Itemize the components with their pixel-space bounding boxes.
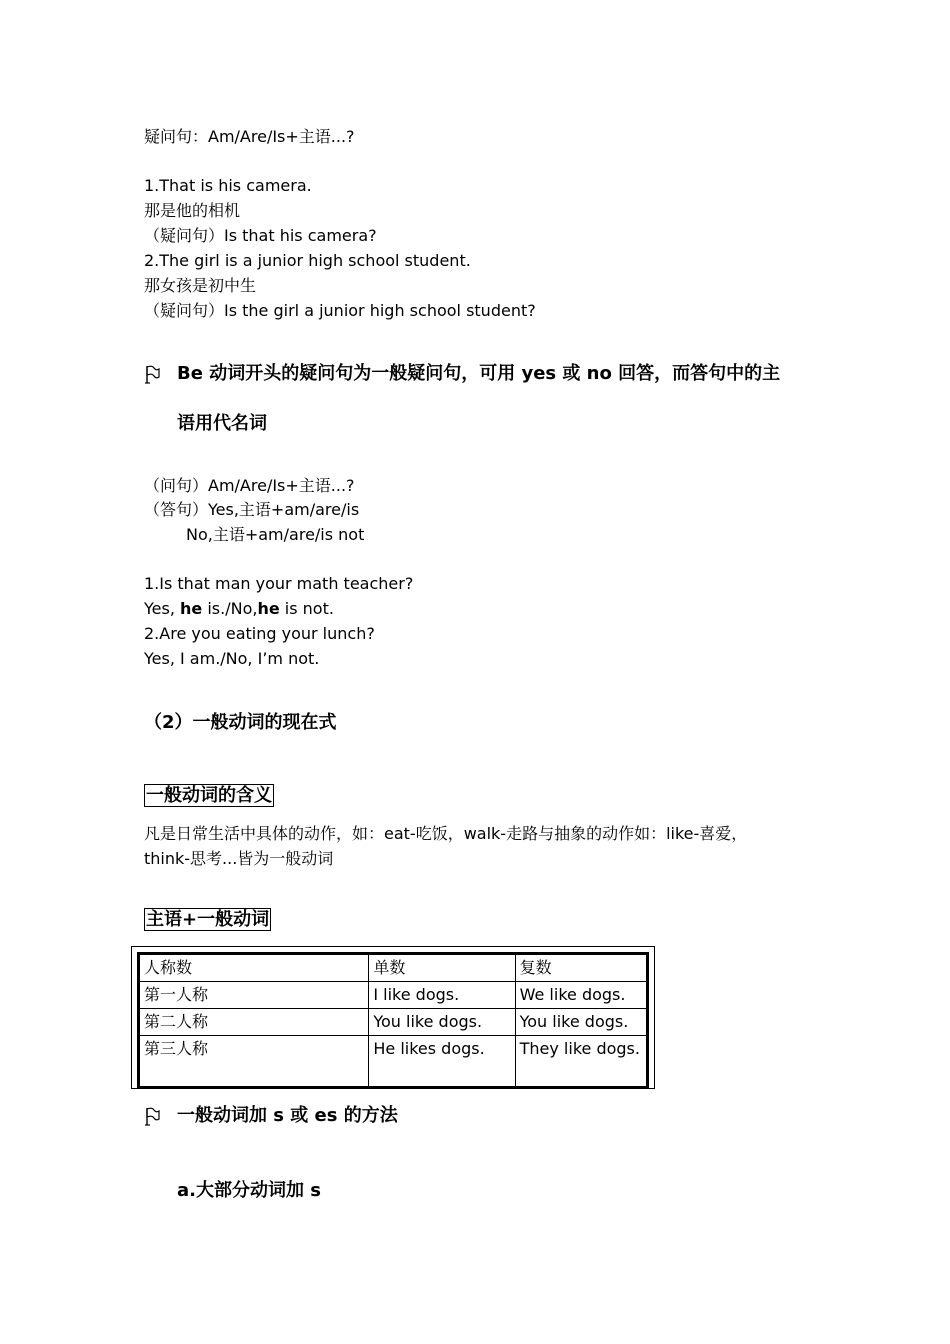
example-2-cn: 那女孩是初中生: [144, 276, 257, 295]
pattern-question: （问句）Am/Are/Is+主语...?: [144, 476, 355, 495]
pronoun-he: he: [180, 599, 203, 618]
table-cell: He likes dogs.: [369, 1036, 515, 1088]
question-form: 疑问句：Am/Are/Is+主语...?: [144, 127, 355, 146]
table-header-cell: 人称数: [139, 954, 369, 982]
example-1-question: （疑问句）Is that his camera?: [144, 226, 377, 245]
meaning-title: [144, 784, 274, 808]
table-header-row: [139, 954, 648, 982]
answer-text: Yes,: [144, 599, 180, 618]
table-cell: 第一人称: [139, 982, 369, 1009]
conjugation-table: [137, 952, 649, 1089]
table-cell: [515, 1036, 647, 1088]
answer-text: is not.: [279, 599, 334, 618]
table-cell: 第三人称: [139, 1036, 369, 1088]
meaning-title-box: 一般动词的含义: [146, 785, 272, 806]
meaning-line-1: 凡是日常生活中具体的动作，如：eat-吃饭，walk-走路与抽象的动作如：like-喜爱，: [144, 824, 748, 843]
table-row: [139, 982, 648, 1009]
subject-title: [144, 908, 271, 932]
table-cell: We like dogs.: [515, 982, 647, 1009]
example-1-cn: 那是他的相机: [144, 201, 241, 220]
subject-title-box: 主语+一般动词: [146, 909, 270, 930]
table-cell: You like dogs.: [515, 1009, 647, 1036]
table-cell: You like dogs.: [369, 1009, 515, 1036]
example-2-en: 2.The girl is a junior high school student.: [144, 251, 471, 270]
example-3-answer: [144, 599, 334, 619]
pattern-answer-no: No,主语+am/are/is not: [186, 525, 365, 544]
pronoun-he: he: [257, 599, 280, 618]
example-4-answer: Yes, I am./No, I’m not.: [144, 649, 320, 668]
example-2-question: （疑问句）Is the girl a junior high school student?: [144, 301, 536, 320]
example-1-en: 1.That is his camera.: [144, 176, 312, 195]
section-title: （2）一般动词的现在式: [144, 712, 337, 733]
pattern-answer-yes: （答句）Yes,主语+am/are/is: [144, 500, 360, 519]
heading-be-question-line1: Be 动词开头的疑问句为一般疑问句，可用 yes 或 no 回答，而答句中的主: [177, 363, 781, 384]
flag-icon: [144, 364, 162, 386]
example-3-question: 1.Is that man your math teacher?: [144, 574, 414, 593]
heading-be-question-line2: 语用代名词: [177, 413, 267, 434]
table-header-cell: 复数: [515, 954, 647, 982]
heading-verb-s-es: 一般动词加 s 或 es 的方法: [177, 1105, 398, 1126]
table-cell: 第二人称: [139, 1009, 369, 1036]
table-cell: I like dogs.: [369, 982, 515, 1009]
flag-icon: [144, 1106, 162, 1128]
meaning-line-2: think-思考...皆为一般动词: [144, 849, 334, 868]
table-row: [139, 1036, 648, 1088]
table-cell-text: They like dogs.: [519, 1039, 640, 1058]
conjugation-table-frame: [131, 946, 655, 1089]
answer-text: is./No,: [202, 599, 258, 618]
heading-most-verbs-s: a.大部分动词加 s: [177, 1180, 321, 1201]
example-4-question: 2.Are you eating your lunch?: [144, 624, 375, 643]
table-row: [139, 1009, 648, 1036]
table-header-cell: 单数: [369, 954, 515, 982]
